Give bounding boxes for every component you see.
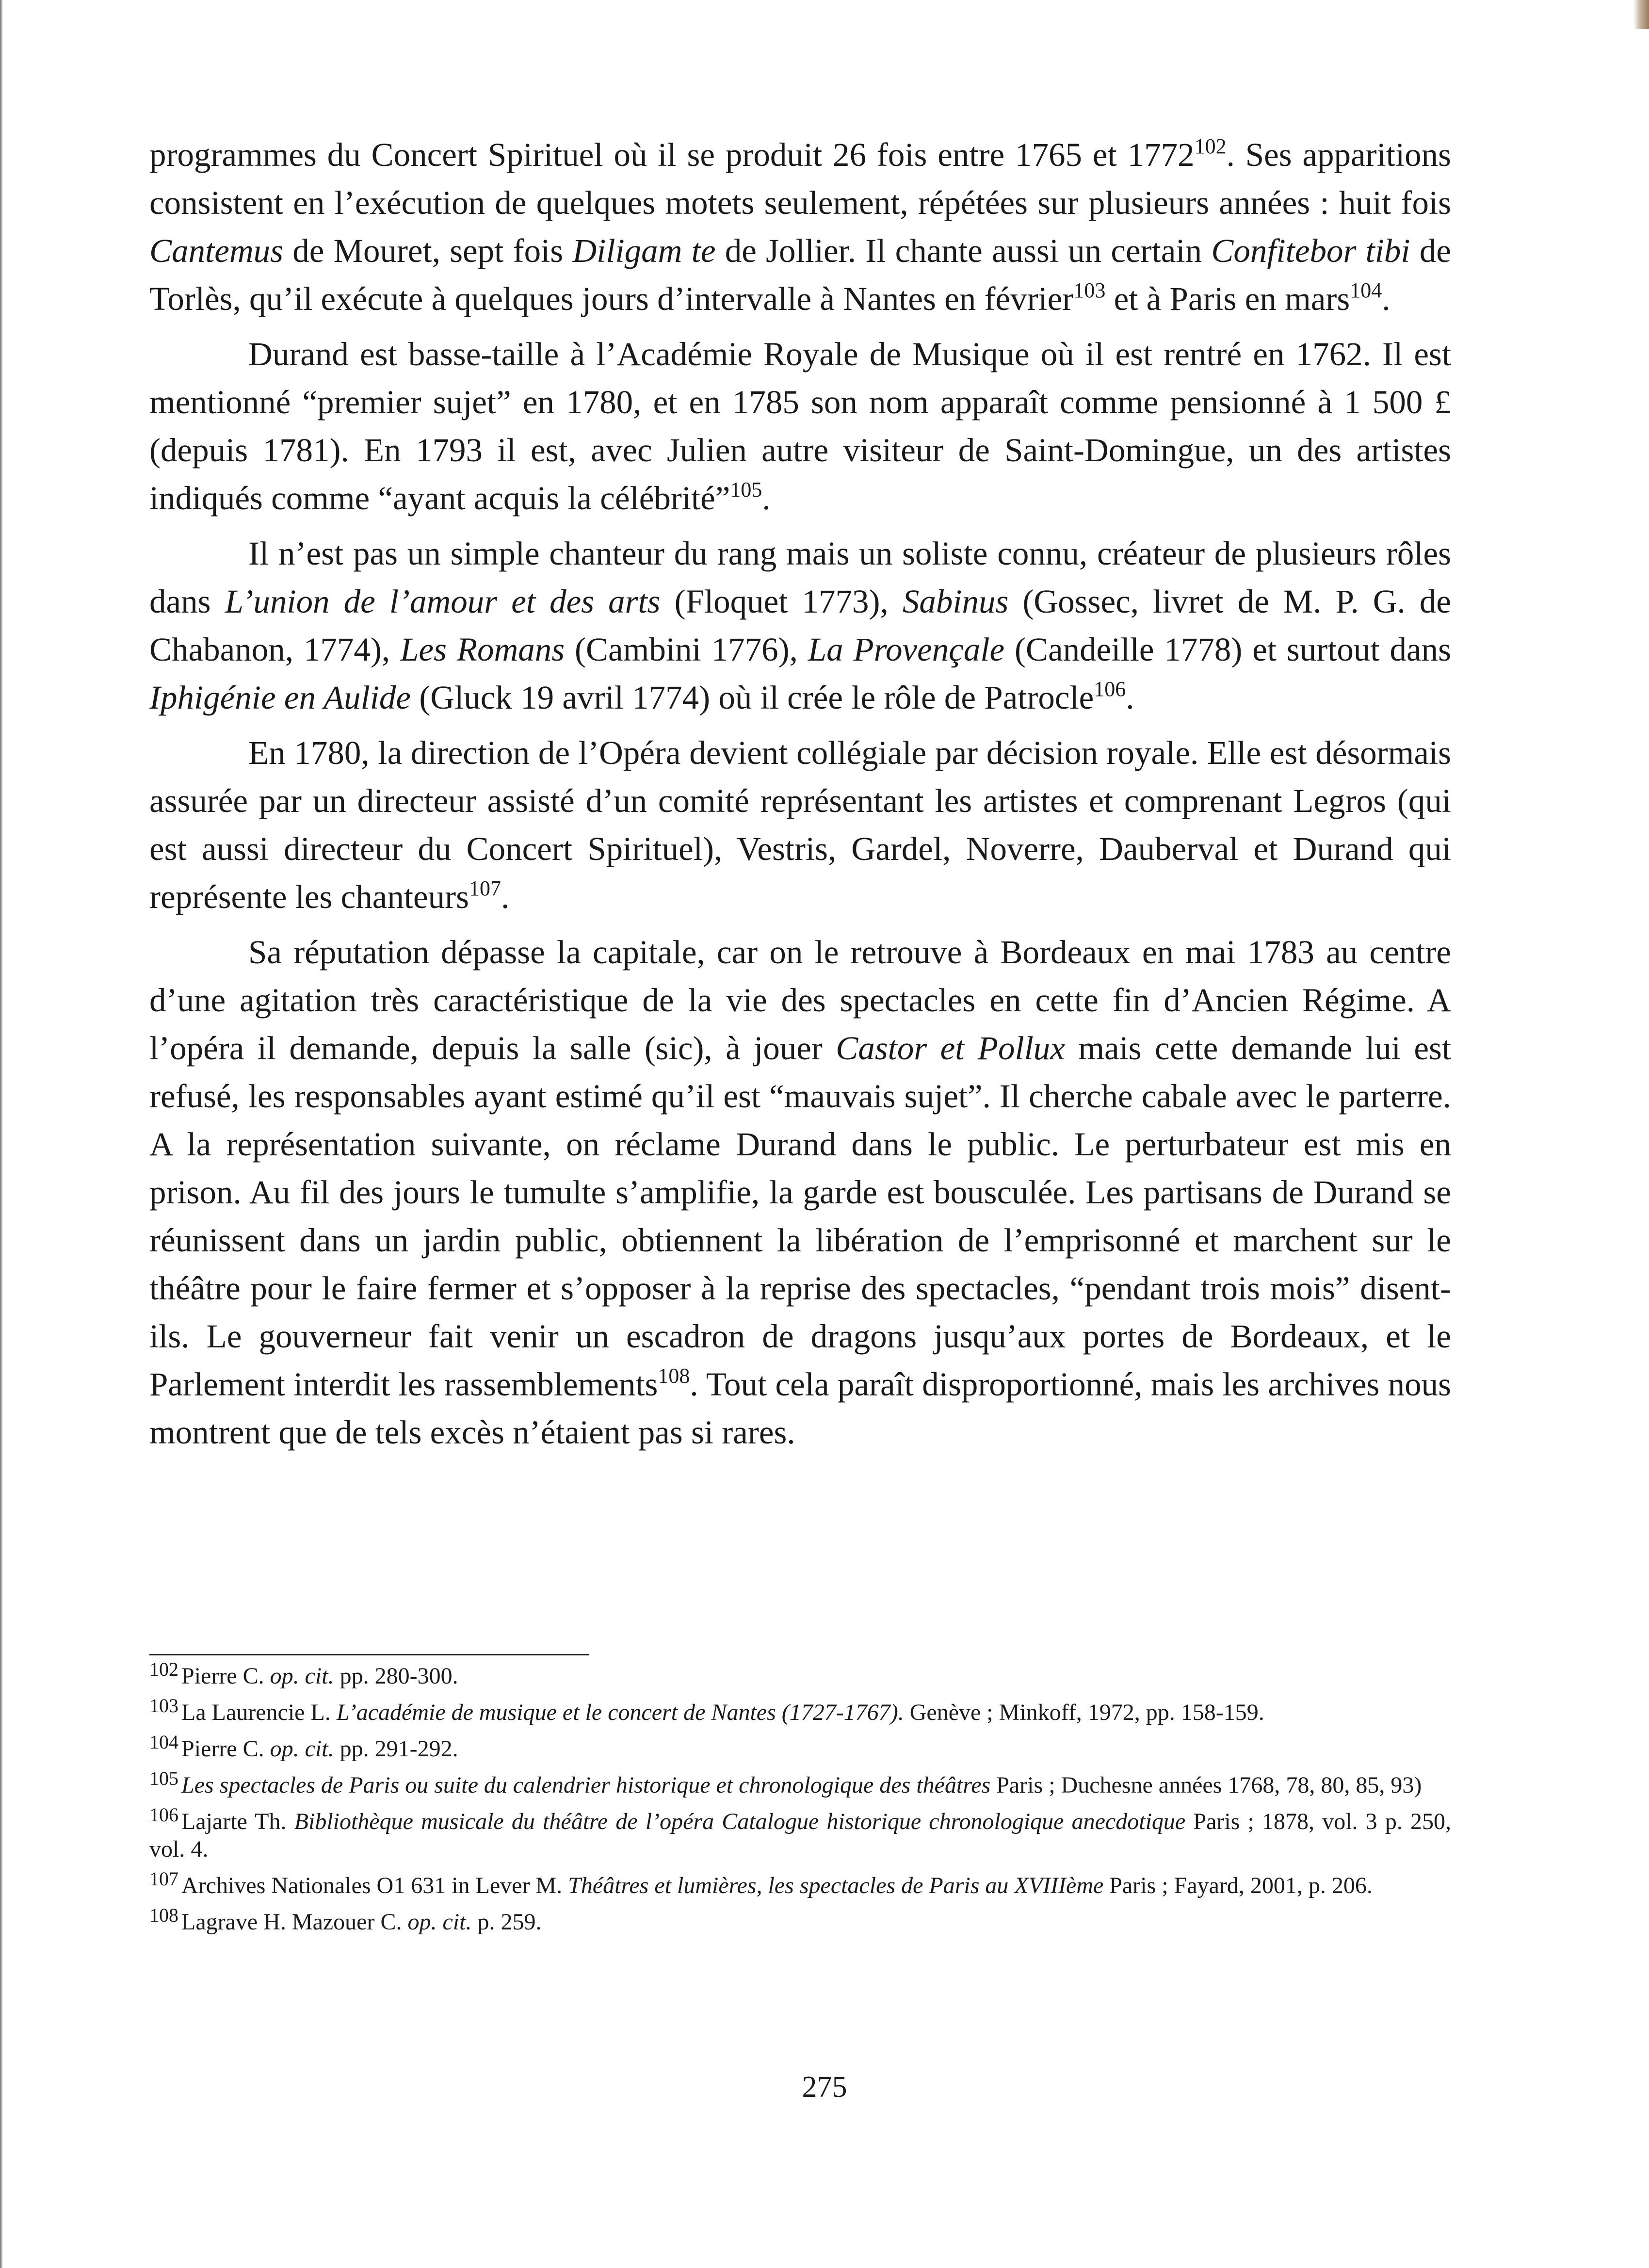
text-run: Sa réputation dépasse la capitale, car on le retrouve à Bordeaux en mai 1783 au centre d’une agitation très caractéristique de la vie des spectacles en cette fin d’Ancien Régime. A l’opéra il demande, depuis la salle (sic), à jouer [149, 934, 1451, 1067]
footnote-number: 108 [149, 1904, 178, 1926]
footnote [149, 1731, 1451, 1763]
text-run: de Mouret, sept fois [283, 232, 573, 269]
scan-edge-left [0, 0, 3, 2268]
italic-title: L’union de l’amour et des arts [225, 583, 661, 620]
paragraph [149, 729, 1451, 921]
text-run: La Laurencie L. [181, 1700, 337, 1725]
italic-title: Castor et Pollux [836, 1030, 1065, 1067]
italic-title: op. cit. [270, 1663, 334, 1689]
text-run: En 1780, la direction de l’Opéra devient collégiale par décision royale. Elle est désormais assurée par un directeur assisté d’un comité représentant les artistes et comprenant Legros (qui est aussi directeur du Concert Spirituel), Vestris, Gardel, Noverre, Dauberval et Durand qui représente les chanteurs [149, 734, 1451, 915]
footnote-number: 103 [149, 1695, 178, 1717]
text-run: . [762, 480, 771, 517]
text-run: Paris ; Fayard, 2001, p. 206. [1103, 1873, 1373, 1898]
paragraph [149, 530, 1451, 722]
text-run: . Tout cela paraît disproportionné, mais les archives nous montrent que de tels excès n’étaient pas si rares. [149, 1366, 1451, 1451]
italic-title: op. cit. [270, 1736, 334, 1762]
page-number: 275 [802, 2071, 847, 2104]
text-run: Lajarte Th. [181, 1809, 294, 1834]
text-run: (Gluck 19 avril 1774) où il crée le rôle de Patrocle [411, 679, 1094, 716]
paragraph [149, 330, 1451, 522]
italic-title: La Provençale [808, 631, 1005, 668]
footnote-number: 102 [149, 1658, 178, 1680]
footnote-ref: 102 [1194, 134, 1227, 158]
text-run: . [501, 878, 510, 915]
text-run: p. 259. [471, 1909, 542, 1935]
paragraph [149, 928, 1451, 1457]
footnote-number: 107 [149, 1868, 178, 1890]
italic-title: Bibliothèque musicale du théâtre de l’opéra Catalogue historique chronologique anecdotique [294, 1809, 1186, 1834]
footnote-ref: 106 [1094, 677, 1126, 701]
text-run: Paris ; Duchesne années 1768, 78, 80, 85, 93) [990, 1772, 1422, 1798]
text-run: Durand est basse-taille à l’Académie Royale de Musique où il est rentré en 1762. Il est mentionné “premier sujet” en 1780, et en 1785 son nom apparaît comme pensionné à 1 500 £ (depuis 1781). En 1793 il est, avec Julien autre visiteur de Saint-Domingue, un des artistes indiqués comme “ayant acquis la célébrité” [149, 336, 1451, 517]
footnote-number: 104 [149, 1731, 178, 1753]
scan-edge-right [1633, 0, 1649, 29]
text-run: Lagrave H. Mazouer C. [181, 1909, 408, 1935]
footnote [149, 1767, 1451, 1799]
text-run: Pierre C. [181, 1736, 270, 1762]
footnote-ref: 104 [1350, 278, 1382, 302]
text-run: (Cambini 1776), [565, 631, 808, 668]
text-run: pp. 280-300. [334, 1663, 458, 1689]
footnote-number: 105 [149, 1767, 178, 1789]
italic-title: Les spectacles de Paris ou suite du calendrier historique et chronologique des théâtres [181, 1772, 991, 1798]
footnote-ref: 103 [1073, 278, 1106, 302]
text-run: Paris ; 1878, vol. 3 p. 250, vol. 4. [149, 1809, 1452, 1862]
footnote [149, 1658, 1451, 1690]
footnote-ref: 107 [469, 876, 501, 900]
footnote [149, 1695, 1451, 1726]
text-run: (Floquet 1773), [660, 583, 903, 620]
italic-title: Cantemus [149, 232, 283, 269]
body-text [149, 131, 1451, 1464]
text-run: mais cette demande lui est refusé, les responsables ayant estimé qu’il est “mauvais sujet”. Il cherche cabale avec le parterre. A la représentation suivante, on réclame Durand dans le public. Le perturbateur est mis en prison. Au fil des jours le tumulte s’amplifie, la garde est bousculée. Les partisans de Durand se réunissent dans un jardin public, obtiennent la libération de l’emprisonné et marchent sur le théâtre pour le faire fermer et s’opposer à la reprise des spectacles, “pendant trois mois” disent-ils. Le gouverneur fait venir un escadron de dragons jusqu’aux portes de Bordeaux, et le Parlement interdit les rassemblements [149, 1030, 1452, 1403]
text-run: . Ses apparitions consistent en l’exécution de quelques motets seulement, répétées sur plusieurs années : huit fois [149, 136, 1452, 221]
footnote [149, 1904, 1451, 1936]
footnote-number: 106 [149, 1804, 178, 1826]
italic-title: Confitebor tibi [1211, 232, 1410, 269]
text-run: Pierre C. [181, 1663, 270, 1689]
footnote [149, 1868, 1451, 1899]
text-run: . [1126, 679, 1134, 716]
text-run: pp. 291-292. [334, 1736, 458, 1762]
text-run: Archives Nationales O1 631 in Lever M. [181, 1873, 568, 1898]
text-run: programmes du Concert Spirituel où il se produit 26 fois entre 1765 et 1772 [149, 136, 1195, 173]
paragraph [149, 131, 1451, 323]
footnote [149, 1804, 1452, 1863]
text-run: . [1382, 280, 1390, 317]
text-run: de Jollier. Il chante aussi un certain [715, 232, 1212, 269]
italic-title: Les Romans [400, 631, 565, 668]
footnotes [149, 1654, 1451, 1944]
text-run: et à Paris en mars [1105, 280, 1350, 317]
italic-title: Diligam te [572, 232, 716, 269]
text-run: (Candeille 1778) et surtout dans [1004, 631, 1451, 668]
italic-title: Iphigénie en Aulide [149, 679, 411, 716]
italic-title: L’académie de musique et le concert de Nantes (1727-1767). [336, 1700, 904, 1725]
italic-title: Théâtres et lumières, les spectacles de Paris au XVIIIème [568, 1873, 1104, 1898]
italic-title: Sabinus [902, 583, 1009, 620]
text-run: (Gossec, livret de M. P. G. de Chabanon, 1774), [149, 583, 1451, 668]
text-run: Il n’est pas un simple chanteur du rang mais un soliste connu, créateur de plusieurs rôles dans [149, 535, 1451, 620]
text-run: de Torlès, qu’il exécute à quelques jours d’intervalle à Nantes en février [149, 232, 1451, 317]
footnote-separator [149, 1654, 589, 1655]
text-run: Genève ; Minkoff, 1972, pp. 158-159. [904, 1700, 1264, 1725]
footnote-ref: 108 [658, 1364, 690, 1388]
italic-title: op. cit. [407, 1909, 472, 1935]
footnote-ref: 105 [730, 478, 762, 502]
